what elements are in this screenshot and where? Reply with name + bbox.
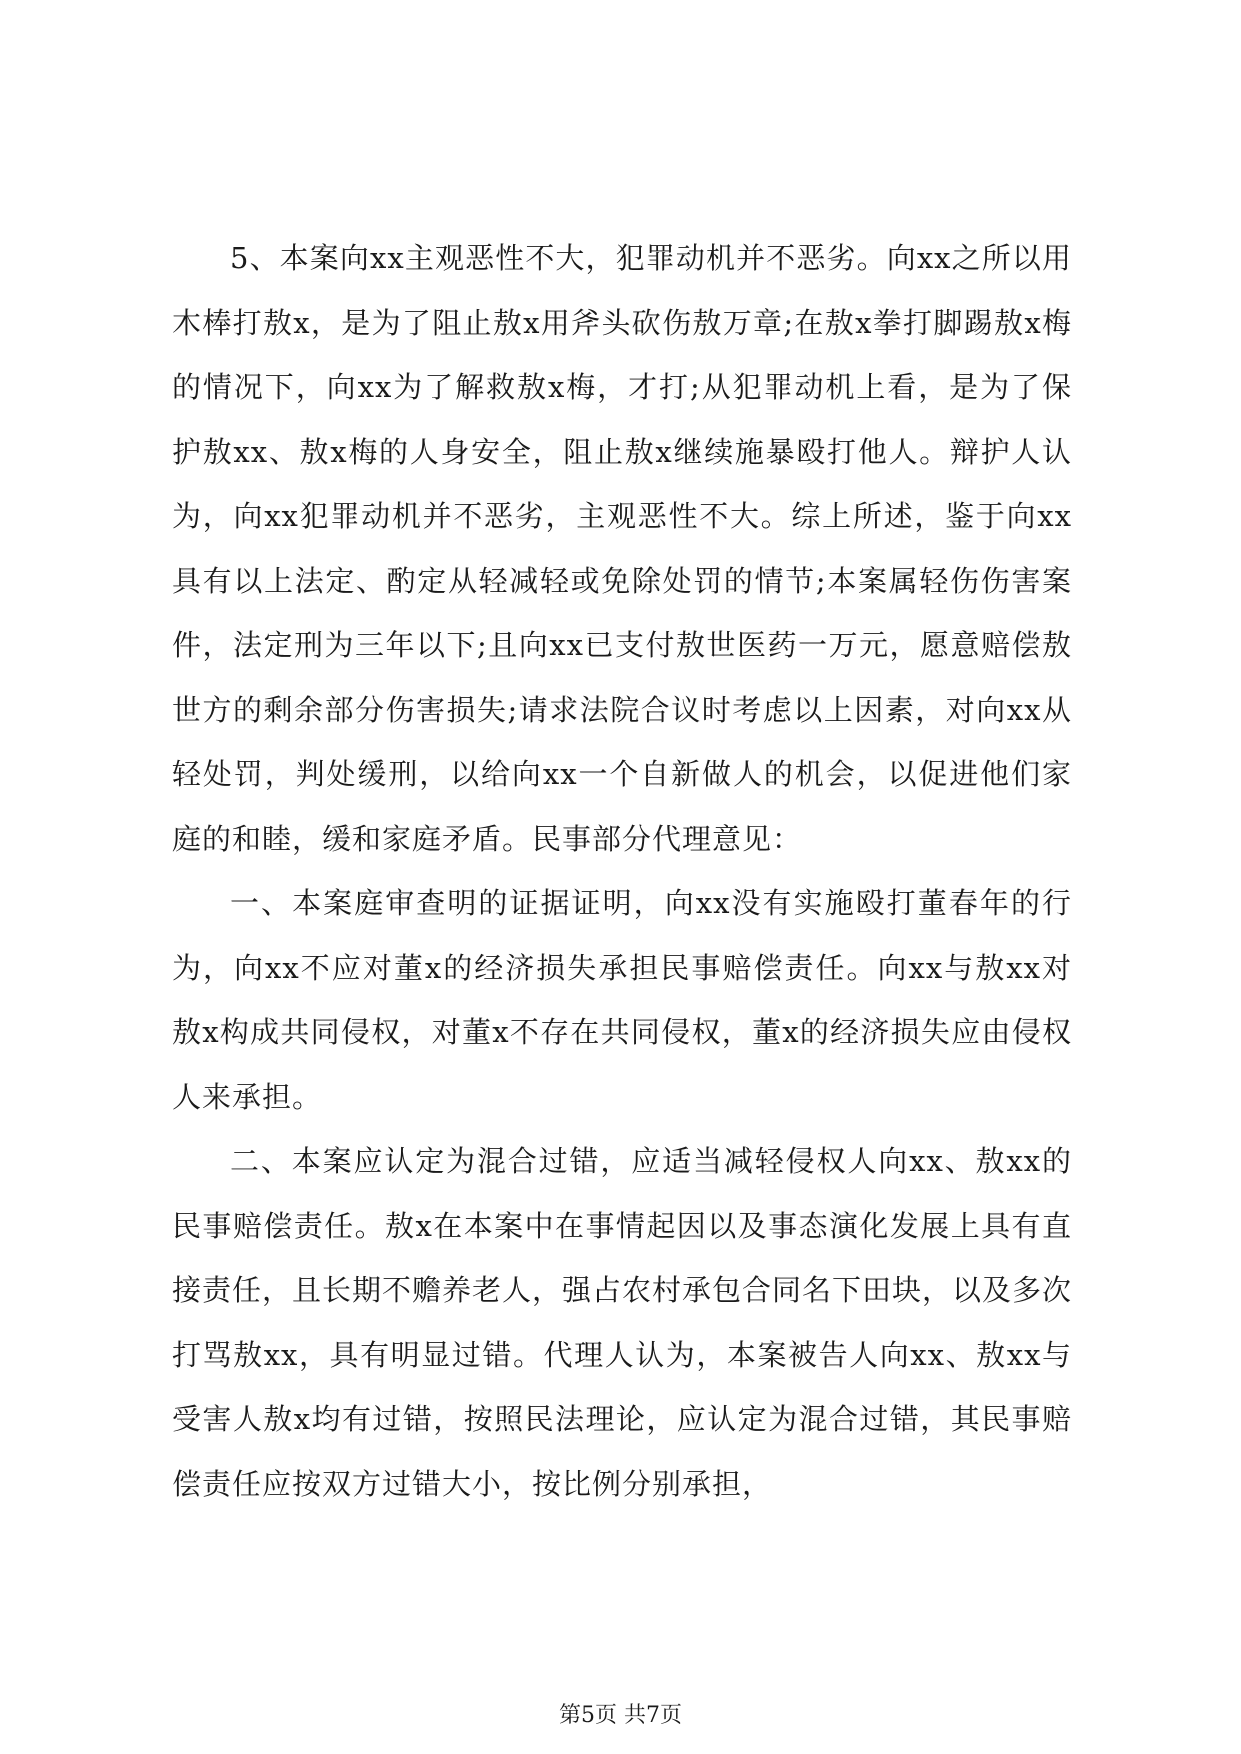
paragraph-defense-summary: 5、本案向xx主观恶性不大，犯罪动机并不恶劣。向xx之所以用木棒打敖x，是为了阻止敖x用斧头砍伤敖万章;在敖x拳打脚踢敖x梅的情况下，向xx为了解救敖x梅，才打;从犯罪动机上看，是为了保护敖xx、敖x梅的人身安全，阻止敖x继续施暴殴打他人。辩护人认为，向xx犯罪动机并不恶劣，主观恶性不大。综上所述，鉴于向xx具有以上法定、酌定从轻减轻或免除处罚的情节;本案属轻伤伤害案件，法定刑为三年以下;且向xx已支付敖世医药一万元，愿意赔偿敖世方的剩余部分伤害损失;请求法院合议时考虑以上因素，对向xx从轻处罚，判处缓刑，以给向xx一个自新做人的机会，以促进他们家庭的和睦，缓和家庭矛盾。民事部分代理意见： — [172, 241, 1072, 856]
page-footer: 第5页 共7页 — [559, 1703, 682, 1728]
paragraph-civil-opinion-2: 二、本案应认定为混合过错，应适当减轻侵权人向xx、敖xx的民事赔偿责任。敖x在本案中在事情起因以及事态演化发展上具有直接责任，且长期不赡养老人，强占农村承包合同名下田块，以及多次打骂敖xx，具有明显过错。代理人认为，本案被告人向xx、敖xx与受害人敖x均有过错，按照民法理论，应认定为混合过错，其民事赔偿责任应按双方过错大小，按比例分别承担， — [172, 1144, 1073, 1501]
paragraph-civil-opinion-1: 一、本案庭审查明的证据证明，向xx没有实施殴打董春年的行为，向xx不应对董x的经济损失承担民事赔偿责任。向xx与敖xx对敖x构成共同侵权，对董x不存在共同侵权，董x的经济损失应由侵权人来承担。 — [172, 886, 1072, 1114]
document-body — [172, 226, 1072, 1516]
